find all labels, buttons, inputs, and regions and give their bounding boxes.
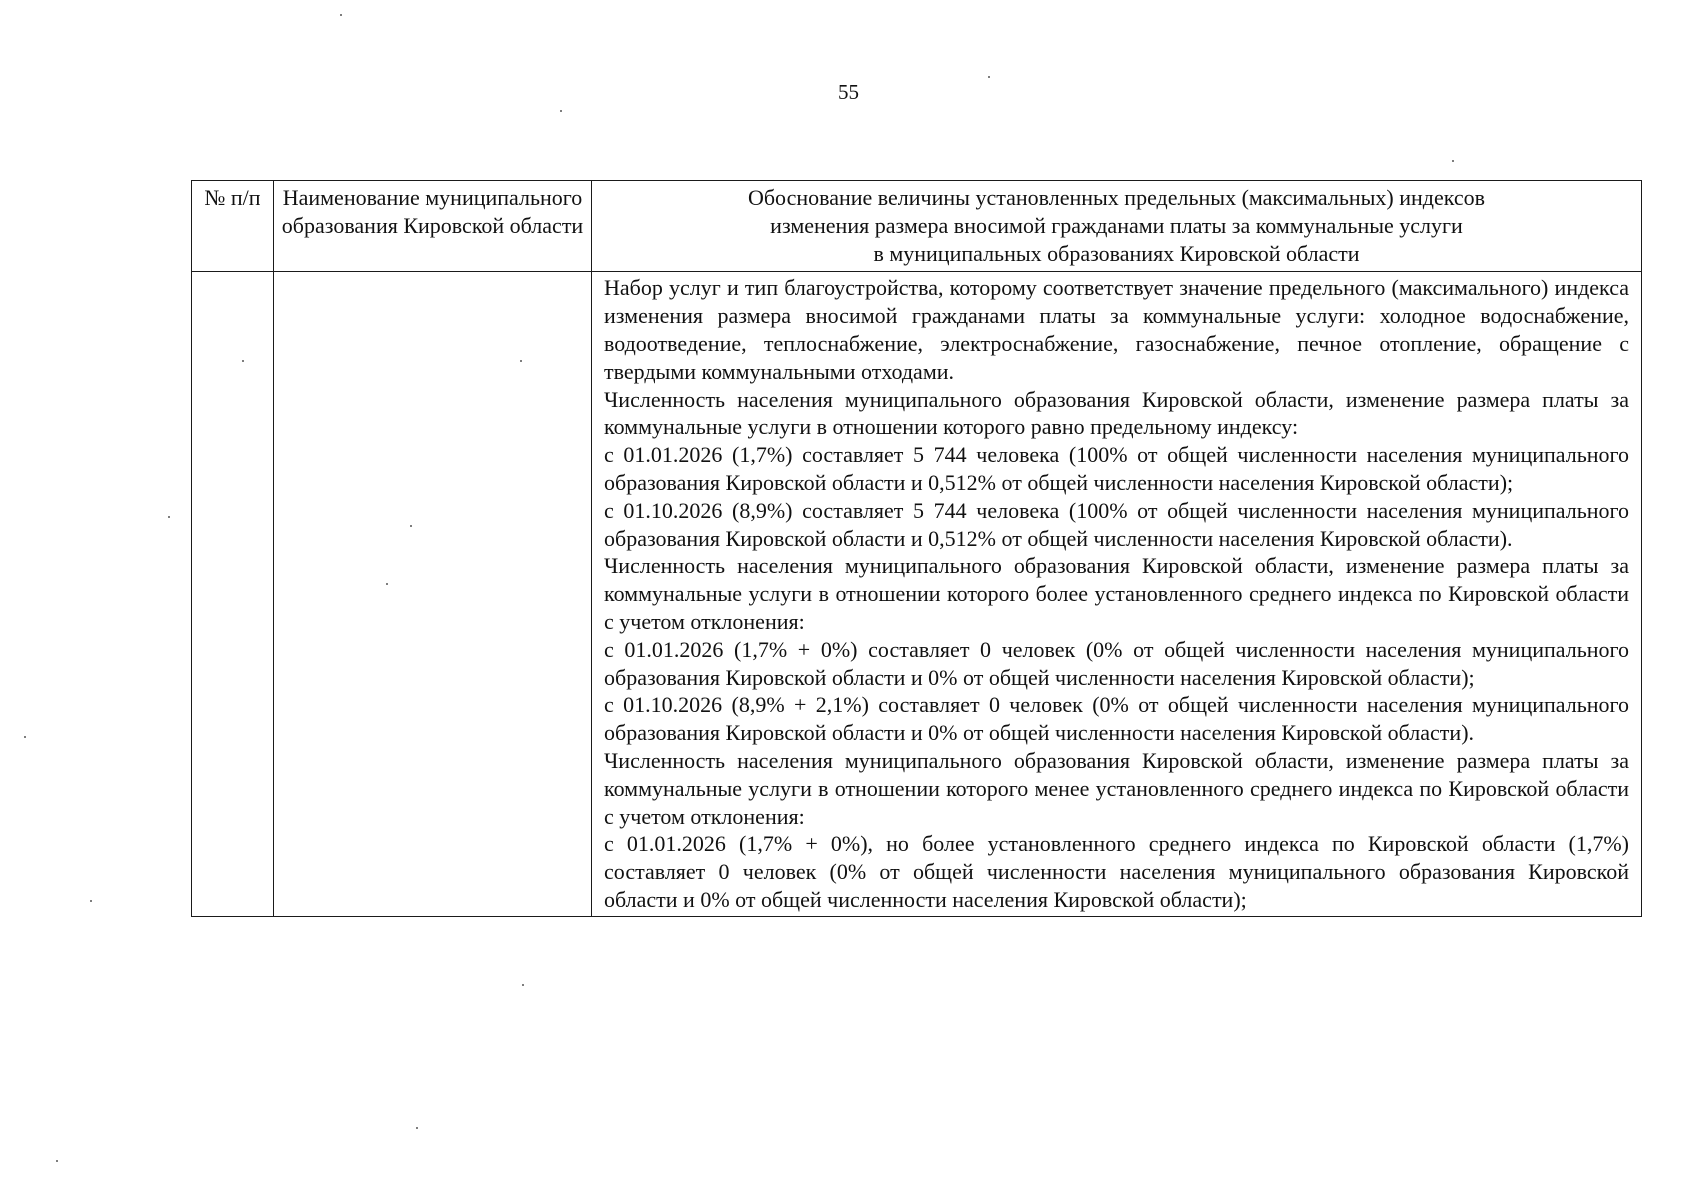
paragraph-above-oct: с 01.10.2026 (8,9% + 2,1%) составляет 0 человек (0% от общей численности населения муниципального образования Кировской области и 0% от общей численности населения Кировской области). — [604, 692, 1629, 746]
paragraph-services: Набор услуг и тип благоустройства, которому соответствует значение предельного (максимального) индекса изменения размера вносимой гражданами платы за коммунальные услуги: холодное водоснабжение, водоотведение, теплоснабжение, электроснабжение, газоснабжение, печное отопление, обращение с твердыми коммунальными отходами. — [604, 275, 1629, 384]
header-basis-line: Обоснование величины установленных предельных (максимальных) индексов — [747, 185, 1486, 210]
scan-speck — [386, 583, 388, 585]
scan-speck — [340, 14, 342, 16]
index-justification-table — [191, 180, 1642, 917]
scan-speck — [24, 736, 26, 738]
scan-speck — [560, 110, 562, 112]
paragraph-population-below: Численность населения муниципального образования Кировской области, изменение размера платы за коммунальные услуги в отношении которого менее установленного среднего индекса по Кировской области с учетом отклонения: — [604, 747, 1629, 829]
scan-speck — [168, 516, 170, 518]
page-number: 55 — [838, 80, 859, 104]
scan-speck — [416, 1127, 418, 1129]
table-header-row — [192, 181, 1642, 272]
header-number: № п/п — [192, 181, 274, 272]
paragraph-above-jan: с 01.01.2026 (1,7% + 0%) составляет 0 человек (0% от общей численности населения муниципального образования Кировской области и 0% от общей численности населения Кировской области); — [604, 636, 1629, 690]
header-basis-line: изменения размера вносимой гражданами платы за коммунальные услуги — [770, 212, 1463, 238]
table-row — [192, 272, 1642, 916]
scan-speck — [1452, 160, 1454, 162]
paragraph-equal-jan: с 01.01.2026 (1,7%) составляет 5 744 человека (100% от общей численности населения муниципального образования Кировской области и 0,512% от общей численности населения Кировской области); — [604, 442, 1629, 495]
scan-speck — [90, 900, 92, 902]
cell-municipality-name — [274, 272, 592, 916]
scan-speck — [522, 984, 524, 986]
header-basis-line: в муниципальных образованиях Кировской области — [873, 240, 1360, 266]
scan-speck — [410, 525, 412, 527]
scan-speck — [242, 360, 244, 362]
scan-speck — [56, 1160, 58, 1162]
paragraph-equal-oct: с 01.10.2026 (8,9%) составляет 5 744 человека (100% от общей численности населения муниципального образования Кировской области и 0,512% от общей численности населения Кировской области). — [604, 497, 1629, 551]
paragraph-below-jan: с 01.01.2026 (1,7% + 0%), но более установленного среднего индекса по Кировской области (1,7%) составляет 0 человек (0% от общей численности населения муниципального образования Кировской области и 0% от общей численности населения Кировской области); — [604, 831, 1629, 912]
scan-speck — [988, 76, 990, 78]
header-basis — [592, 181, 1642, 272]
paragraph-population-above: Численность населения муниципального образования Кировской области, изменение размера платы за коммунальные услуги в отношении которого более установленного среднего индекса по Кировской области с учетом отклонения: — [604, 553, 1629, 634]
paragraph-population-equal: Численность населения муниципального образования Кировской области, изменение размера платы за коммунальные услуги в отношении которого равно предельному индексу: — [604, 386, 1629, 440]
header-municipality-name: Наименование муниципального образования Кировской области — [274, 181, 592, 272]
cell-number — [192, 272, 274, 916]
cell-basis — [592, 272, 1642, 916]
scan-speck — [520, 360, 522, 362]
